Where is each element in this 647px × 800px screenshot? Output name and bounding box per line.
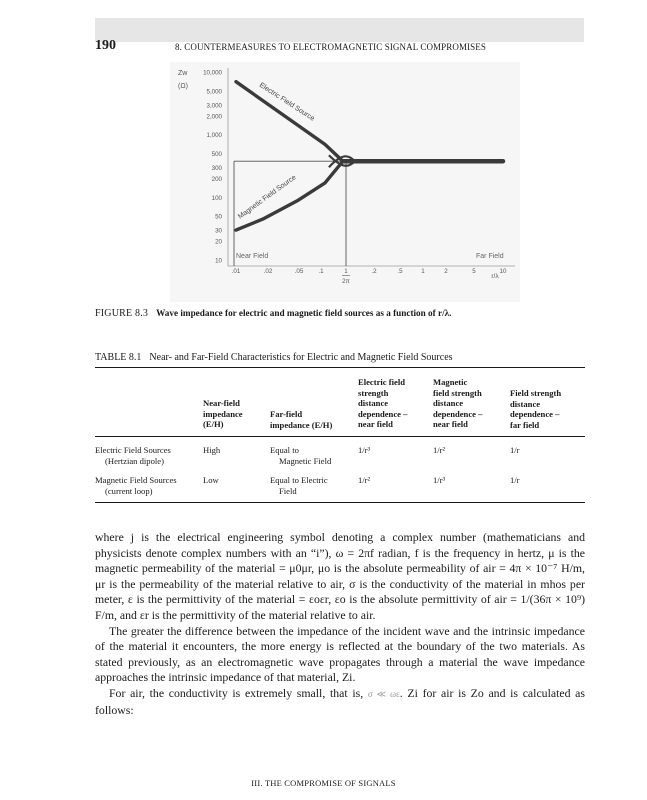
electric-source-label: Electric Field Source: [257, 81, 316, 123]
row1-source: Electric Field Sources (Hertzian dipole): [95, 445, 171, 466]
y-tick-label: 30: [215, 227, 222, 235]
near-field-label: Near Field: [236, 253, 269, 260]
x-tick-label: 1: [421, 268, 425, 275]
row2-far-dep: 1/r: [510, 475, 520, 485]
figure-caption: [95, 308, 585, 319]
x-tick-label: .2: [371, 268, 377, 275]
x-tick-label: .05: [294, 268, 304, 275]
x-tick-label: 10: [499, 268, 507, 275]
row1-near: High: [203, 445, 221, 455]
impedance-chart: [170, 62, 520, 302]
x-tick-label: .1: [318, 268, 324, 275]
y-tick-label: 3,000: [206, 102, 222, 110]
paragraph-3: For air, the conductivity is extremely small, that is, σ ≪ ωε. Zi for air is Zo and is calculated as follows:: [95, 685, 586, 717]
figure-caption-text: Wave impedance for electric and magnetic field sources as a function of r/λ.: [156, 308, 452, 318]
x-tick-label: 1: [344, 268, 348, 275]
far-field-label: Far Field: [476, 253, 504, 260]
page-number: 190: [95, 38, 116, 53]
row2-electric-dep: 1/r²: [358, 475, 371, 485]
th-near-field: Near-field impedance (E/H): [203, 398, 243, 429]
x-tick-label: 5: [472, 268, 476, 275]
paragraph-2: The greater the difference between the impedance of the incident wave and the intrinsic impedance of the material it encounters, the more energy is reflected at the boundary of the two materials. As stated previously, as an electromagnetic wave propagates through a material the wave impedance approaches the intrinsic impedance of that material, Zi.: [95, 623, 585, 685]
table-caption-text: Near- and Far-Field Characteristics for Electric and Magnetic Field Sources: [149, 352, 453, 363]
row2-source: Magnetic Field Sources (current loop): [95, 475, 177, 496]
th-electric-dep: Electric field strength distance dependence – near field: [358, 377, 408, 429]
row1-electric-dep: 1/r³: [358, 445, 371, 455]
table-label: TABLE 8.1: [95, 352, 142, 363]
table-bottom-rule: [95, 502, 585, 503]
inline-math: σ ≪ ωε: [367, 688, 400, 699]
th-magnetic-dep: Magnetic field strength distance dependence – near field: [433, 377, 483, 429]
y-tick-label: 300: [211, 164, 222, 172]
x-tick-label: .5: [397, 268, 403, 275]
running-head: 8. COUNTERMEASURES TO ELECTROMAGNETIC SIGNAL COMPROMISES: [175, 42, 486, 52]
row1-magnetic-dep: 1/r²: [433, 445, 446, 455]
x-tick-label-denominator: 2π: [342, 278, 350, 285]
row1-far: Equal to Magnetic Field: [270, 445, 332, 466]
row1-far-dep: 1/r: [510, 445, 520, 455]
y-tick-label: 50: [215, 213, 222, 221]
header-bar: [95, 18, 584, 42]
y-tick-label: 10,000: [203, 69, 222, 77]
y-tick-label: 500: [211, 151, 222, 159]
y-tick-label: 200: [211, 175, 222, 183]
magnetic-source-label: Magnetic Field Source: [237, 174, 298, 221]
table-header-rule: [95, 436, 585, 437]
x-tick-label: .01: [231, 268, 241, 275]
y-tick-label: 1,000: [206, 132, 222, 140]
row2-near: Low: [203, 475, 219, 485]
ylabel-zw: Zw: [178, 70, 188, 77]
table-caption: [95, 352, 453, 363]
body-text: [95, 530, 585, 718]
ylabel-unit: (Ω): [178, 83, 188, 90]
y-tick-label: 5,000: [206, 88, 222, 96]
table-top-rule: [95, 367, 585, 368]
figure-label: FIGURE 8.3: [95, 308, 149, 319]
y-tick-label: 20: [215, 238, 222, 246]
paragraph-1: where j is the electrical engineering symbol denoting a complex number (mathematicians and physicists denote complex numbers with an “i”), ω = 2πf radian, f is the frequency in hertz, μ is the magnetic permeability of the material = μ0μr, μo is the absolute permeability of air = 4π × 10⁻⁷ H/m, μr is the permeability of the material relative to air, σ is the conductivity of the material in mhos per meter, ε is the permittivity of the material = εoεr, εo is the absolute permittivity of air = 1/(36π × 10⁹) F/m, and εr is the permittivity of the material relative to air.: [95, 530, 585, 622]
row2-far: Equal to Electric Field: [270, 475, 328, 496]
th-far-dep: Field strength distance dependence – far field: [510, 388, 562, 430]
y-tick-label: 10: [215, 257, 222, 265]
y-tick-label: 100: [211, 194, 222, 202]
x-tick-label: 2: [444, 268, 448, 275]
y-tick-label: 2,000: [206, 113, 222, 121]
figure-8-3: [170, 62, 520, 307]
row2-magnetic-dep: 1/r³: [433, 475, 446, 485]
x-tick-label: .02: [263, 268, 273, 275]
th-far-field: Far-field impedance (E/H): [270, 409, 333, 430]
x-axis-label: r/λ: [491, 273, 499, 280]
footer: III. THE COMPROMISE OF SIGNALS: [251, 778, 396, 788]
